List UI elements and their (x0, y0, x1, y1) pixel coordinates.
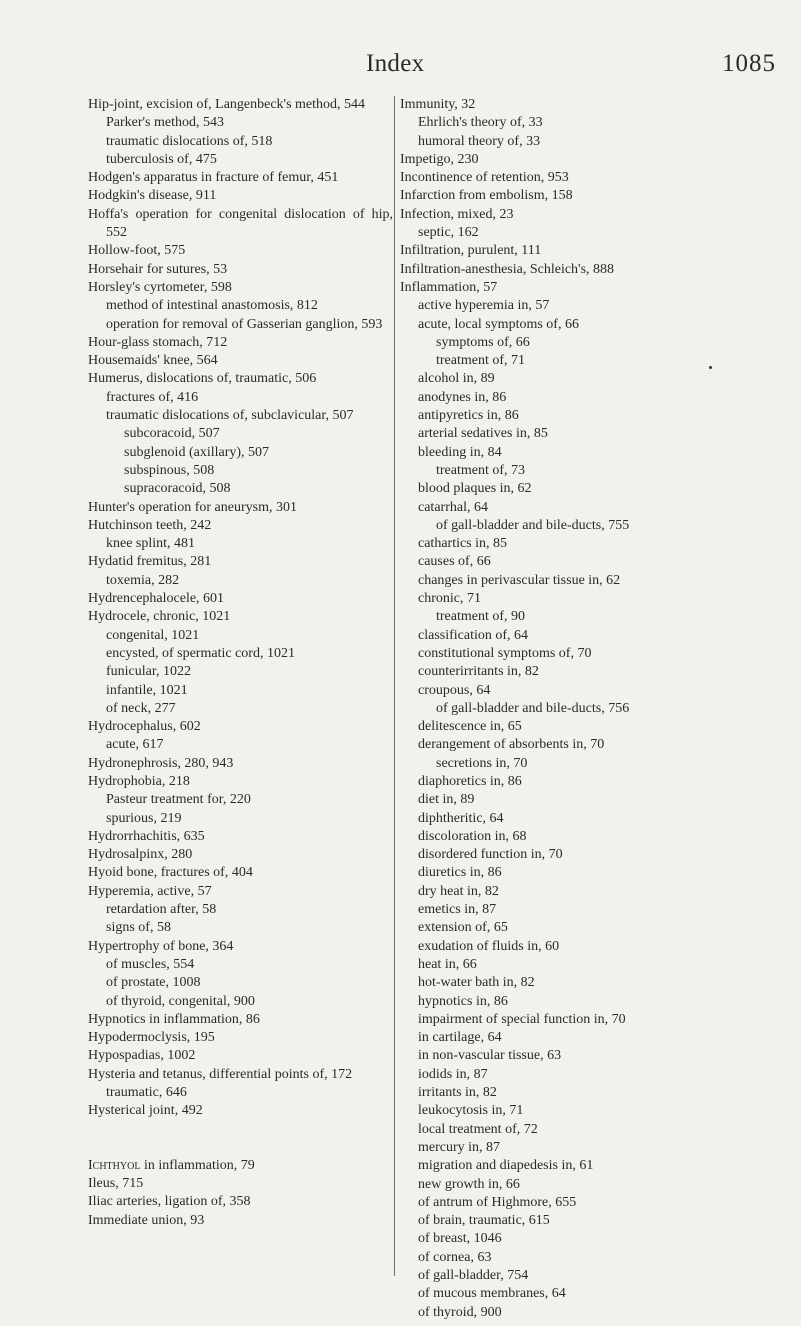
index-entry: Hypodermoclysis, 195 (88, 1030, 215, 1046)
index-entry: subspinous, 508 (124, 462, 215, 478)
index-entry: active hyperemia in, 57 (418, 298, 550, 314)
index-entry: catarrhal, 64 (418, 499, 488, 515)
index-entry: of antrum of Highmore, 655 (418, 1194, 577, 1210)
index-entry: impairment of special function in, 70 (418, 1011, 626, 1027)
index-entry: iodids in, 87 (418, 1066, 488, 1082)
index-entry: counterirritants in, 82 (418, 664, 539, 680)
index-entry: Hydatid fremitus, 281 (88, 554, 212, 570)
index-entry: anodynes in, 86 (418, 389, 507, 405)
index-entry: Horsehair for sutures, 53 (88, 261, 228, 277)
index-entry: croupous, 64 (418, 682, 491, 698)
index-entry: discoloration in, 68 (418, 828, 527, 844)
index-entry: Iliac arteries, ligation of, 358 (88, 1194, 251, 1210)
index-entry: of thyroid, congenital, 900 (106, 993, 255, 1009)
index-entry: Impetigo, 230 (400, 151, 479, 167)
index-entry: cathartics in, 85 (418, 536, 508, 552)
index-entry: of thyroid, 900 (418, 1304, 502, 1320)
index-entry: congenital, 1021 (106, 627, 200, 643)
index-entry: arterial sedatives in, 85 (418, 426, 548, 442)
index-entry: migration and diapedesis in, 61 (418, 1158, 594, 1174)
index-entry: Hunter's operation for aneurysm, 301 (88, 499, 297, 515)
index-entry: alcohol in, 89 (418, 371, 495, 387)
index-entry: of gall-bladder, 754 (418, 1268, 529, 1283)
index-entry: method of intestinal anastomosis, 812 (106, 298, 318, 314)
index-entry: Ileus, 715 (88, 1175, 144, 1191)
index-entry: heat in, 66 (418, 956, 477, 972)
index-entry: blood plaques in, 62 (418, 481, 532, 497)
index-entry: leukocytosis in, 71 (418, 1103, 524, 1119)
index-entry: disordered function in, 70 (418, 847, 563, 863)
index-entry: diaphoretics in, 86 (418, 773, 522, 789)
index-entry: humoral theory of, 33 (418, 133, 541, 149)
index-entry: supracoracoid, 508 (124, 481, 231, 497)
index-entry: subcoracoid, 507 (124, 426, 220, 442)
index-column-left (88, 96, 393, 1230)
index-entry: treatment of, 73 (436, 462, 526, 478)
index-entry: acute, 617 (106, 737, 164, 753)
margin-dot (709, 366, 712, 369)
index-entry: Immunity, 32 (400, 97, 476, 112)
index-column-right (400, 96, 720, 1322)
index-entry: exudation of fluids in, 60 (418, 938, 560, 954)
index-entry: diphtheritic, 64 (418, 810, 504, 826)
index-entry: Hoffa's operation for congenital dislocation of hip, 552 (88, 206, 393, 241)
index-entry: infantile, 1021 (106, 682, 188, 698)
index-entry: spurious, 219 (106, 810, 182, 826)
index-entry: Immediate union, 93 (88, 1212, 205, 1228)
index-entry: classification of, 64 (418, 627, 529, 643)
index-entry: mercury in, 87 (418, 1139, 501, 1155)
index-entry: tuberculosis of, 475 (106, 151, 217, 167)
index-entry: of breast, 1046 (418, 1231, 502, 1247)
index-entry: chronic, 71 (418, 591, 481, 607)
index-entry: retardation after, 58 (106, 902, 217, 918)
index-entry: Hypnotics in inflammation, 86 (88, 1011, 260, 1027)
index-entry: derangement of absorbents in, 70 (418, 737, 605, 753)
index-entry: Hydrophobia, 218 (88, 773, 190, 789)
index-entry: of muscles, 554 (106, 956, 195, 972)
index-entry: encysted, of spermatic cord, 1021 (106, 645, 295, 661)
index-entry: Hydrencephalocele, 601 (88, 591, 225, 607)
index-entry: Incontinence of retention, 953 (400, 170, 569, 186)
index-entry: Inflammation, 57 (400, 279, 498, 295)
index-entry: hypnotics in, 86 (418, 993, 508, 1009)
index-entry: Hyoid bone, fractures of, 404 (88, 865, 253, 881)
index-entry: Ehrlich's theory of, 33 (418, 115, 543, 131)
index-entry: funicular, 1022 (106, 664, 191, 680)
index-entry: symptoms of, 66 (436, 334, 530, 350)
index-entry: traumatic dislocations of, 518 (106, 133, 273, 149)
index-entry: emetics in, 87 (418, 902, 497, 918)
index-entry: changes in perivascular tissue in, 62 (418, 572, 621, 588)
index-entry: Hodgen's apparatus in fracture of femur, 451 (88, 170, 339, 186)
index-entry: knee splint, 481 (106, 536, 196, 552)
index-entry: Hyperemia, active, 57 (88, 883, 212, 899)
index-entry: Hodgkin's disease, 911 (88, 188, 217, 204)
index-entry: of neck, 277 (106, 700, 176, 716)
index-entry: of mucous membranes, 64 (418, 1286, 566, 1302)
index-entry: delitescence in, 65 (418, 719, 522, 735)
index-entry: Hysteria and tetanus, differential points of, 172 (88, 1066, 353, 1082)
column-divider (394, 96, 395, 1276)
index-entry: Hydrocephalus, 602 (88, 719, 201, 735)
index-entry: of gall-bladder and bile-ducts, 756 (436, 700, 630, 716)
index-entry: Hypertrophy of bone, 364 (88, 938, 234, 954)
index-entry: of brain, traumatic, 615 (418, 1213, 550, 1229)
index-entry: in cartilage, 64 (418, 1030, 502, 1046)
index-entry: Infection, mixed, 23 (400, 206, 514, 222)
index-entry: Hour-glass stomach, 712 (88, 334, 228, 350)
page-title: Index (366, 50, 425, 77)
index-entry: diet in, 89 (418, 792, 475, 808)
index-entry: Ichthyol in inflammation, 79 (88, 1157, 255, 1173)
index-entry: Hypospadias, 1002 (88, 1048, 196, 1064)
index-entry: of cornea, 63 (418, 1249, 492, 1265)
page-number: 1085 (722, 50, 776, 77)
index-entry: treatment of, 90 (436, 609, 526, 625)
index-entry: dry heat in, 82 (418, 883, 499, 899)
index-entry: Hollow-foot, 575 (88, 243, 186, 259)
index-entry: Hydronephrosis, 280, 943 (88, 755, 234, 771)
index-entry: Hydrorrhachitis, 635 (88, 828, 205, 844)
index-entry: bleeding in, 84 (418, 444, 502, 460)
index-entry: septic, 162 (418, 225, 479, 241)
index-entry: hot-water bath in, 82 (418, 975, 535, 991)
index-entry: irritants in, 82 (418, 1085, 497, 1101)
index-entry: traumatic, 646 (106, 1085, 187, 1101)
index-entry: Pasteur treatment for, 220 (106, 792, 251, 808)
index-entry: extension of, 65 (418, 920, 508, 936)
index-entry: new growth in, 66 (418, 1176, 520, 1192)
index-entry: of prostate, 1008 (106, 975, 201, 991)
index-entry: fractures of, 416 (106, 389, 199, 405)
index-entry: Hip-joint, excision of, Langenbeck's method, 544 (88, 97, 366, 112)
index-entry: Housemaids' knee, 564 (88, 353, 218, 369)
page-header (0, 50, 801, 90)
index-entry: Humerus, dislocations of, traumatic, 506 (88, 371, 317, 387)
index-entry: constitutional symptoms of, 70 (418, 645, 592, 661)
index-entry: subglenoid (axillary), 507 (124, 444, 270, 460)
index-entry: Infiltration-anesthesia, Schleich's, 888 (400, 261, 615, 277)
index-entry: Infarction from embolism, 158 (400, 188, 573, 204)
index-entry: traumatic dislocations of, subclavicular, 507 (106, 408, 354, 424)
index-entry: causes of, 66 (418, 554, 491, 570)
index-entry: signs of, 58 (106, 920, 171, 936)
index-entry: antipyretics in, 86 (418, 408, 519, 424)
index-entry: secretions in, 70 (436, 755, 528, 771)
index-entry: in non-vascular tissue, 63 (418, 1048, 562, 1064)
index-entry: Horsley's cyrtometer, 598 (88, 279, 232, 295)
index-entry: treatment of, 71 (436, 353, 526, 369)
index-entry: Infiltration, purulent, 111 (400, 243, 542, 259)
index-entry: Hutchinson teeth, 242 (88, 517, 212, 533)
index-entry: Parker's method, 543 (106, 115, 225, 131)
index-entry: Hydrocele, chronic, 1021 (88, 609, 231, 625)
index-entry: toxemia, 282 (106, 572, 180, 588)
index-entry: local treatment of, 72 (418, 1121, 538, 1137)
index-entry: Hydrosalpinx, 280 (88, 847, 193, 863)
index-entry: Hysterical joint, 492 (88, 1103, 203, 1119)
index-entry: operation for removal of Gasserian ganglion, 593 (106, 316, 383, 332)
index-entry: diuretics in, 86 (418, 865, 502, 881)
index-entry: acute, local symptoms of, 66 (418, 316, 579, 332)
index-entry: of gall-bladder and bile-ducts, 755 (436, 517, 630, 533)
section-gap (88, 1121, 393, 1157)
